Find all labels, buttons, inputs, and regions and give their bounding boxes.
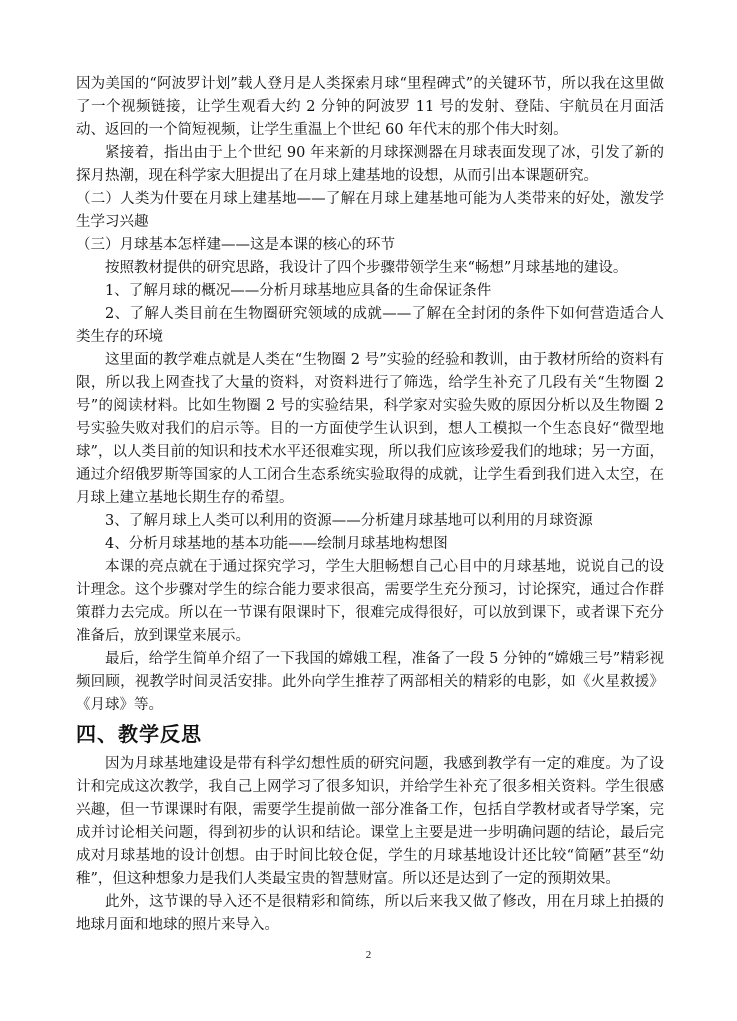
step-1: 1、了解月球的概况——分析月球基地应具备的生命保证条件 (105, 283, 492, 299)
paragraph-four-steps: 按照教材提供的研究思路，我设计了四个步骤带领学生来“畅想”月球基地的建设。 (105, 260, 628, 276)
step-3: 3、了解月球上人类可以利用的资源——分析建月球基地可以利用的月球资源 (105, 513, 593, 529)
subsection-how-build: （三）月球基本怎样建——这是本课的核心的环节 (76, 237, 395, 253)
subsection-why-build: （二）人类为什要在月球上建基地——了解在月球上建基地可能为人类带来的好处，激发学生学习兴趣 (76, 191, 664, 230)
paragraph-reflection-2: 此外，这节课的导入还不是很精彩和简练，所以后来我又做了修改，用在月球上拍摄的地球月面和地球的照片来导入。 (76, 894, 664, 933)
paragraph-highlight: 本课的亮点就在于通过探究学习，学生大胆畅想自己心目中的月球基地，说说自己的设计理念。这个步骤对学生的综合能力要求很高，需要学生充分预习，讨论探究，通过合作群策群力去完成。所以在一节课有限课时下，很难完成得很好，可以放到课下，或者课下充分准备后，放到课堂来展示。 (76, 559, 664, 644)
paragraph-apollo: 因为美国的“阿波罗计划”载人登月是人类探索月球“里程碑式”的关键环节，所以我在这里做了一个视频链接，让学生观看大约 2 分钟的阿波罗 11 号的发射、登陆、宇航员在月面活动、返回的一个简短视频，让学生重温上个世纪 60 年代末的那个伟大时刻。 (76, 76, 664, 138)
step-4: 4、分析月球基地的基本功能——绘制月球基地构想图 (105, 536, 448, 552)
paragraph-change-project: 最后，给学生简单介绍了一下我国的嫦娥工程，准备了一段 5 分钟的“嫦娥三号”精彩视频回顾，视教学时间灵活安排。此外向学生推荐了两部相关的精彩的电影，如《火星救援》《月球》等。 (76, 651, 664, 713)
section-heading-reflection: 四、教学反思 (76, 722, 202, 746)
page-number: 2 (365, 949, 372, 961)
paragraph-reflection-1: 因为月球基地建设是带有科学幻想性质的研究问题，我感到教学有一定的难度。为了设计和完成这次教学，我自己上网学习了很多知识，并给学生补充了很多相关资料。学生很感兴趣，但一节课课时有限，需要学生提前做一部分准备工作，包括自学教材或者导学案，完成并讨论相关问题，得到初步的认识和结论。课堂上主要是进一步明确问题的结论，最后完成对月球基地的设计创想。由于时间比较仓促，学生的月球基地设计还比较“简陋”甚至“幼稚”，但这种想象力是我们人类最宝贵的智慧财富。所以还是达到了一定的预期效果。 (76, 756, 664, 887)
paragraph-moon-ice: 紧接着，指出由于上个世纪 90 年来新的月球探测器在月球表面发现了冰，引发了新的探月热潮，现在科学家大胆提出了在月球上建基地的设想，从而引出本课题研究。 (76, 145, 664, 184)
step-2: 2、了解人类目前在生物圈研究领域的成就——了解在全封闭的条件下如何营造适合人类生存的环境 (76, 306, 664, 345)
paragraph-biosphere: 这里面的教学难点就是人类在“生物圈 2 号”实验的经验和教训，由于教材所给的资料有限，所以我上网查找了大量的资料，对资料进行了筛选，给学生补充了几段有关“生物圈 2 号”的阅读材料。比如生物圈 2 号的实验结果，科学家对实验失败的原因分析以及生物圈 2 号实验失败对我们的启示等。目的一方面使学生认识到，想人工模拟一个生态良好“微型地球”，以人类目前的知识和技术水平还很难实现，所以我们应该珍爱我们的地球；另一方面，通过介绍俄罗斯等国家的人工闭合生态系统实验取得的成就，让学生看到我们进入太空，在月球上建立基地长期生存的希望。 (76, 352, 665, 506)
page-content (76, 73, 664, 937)
